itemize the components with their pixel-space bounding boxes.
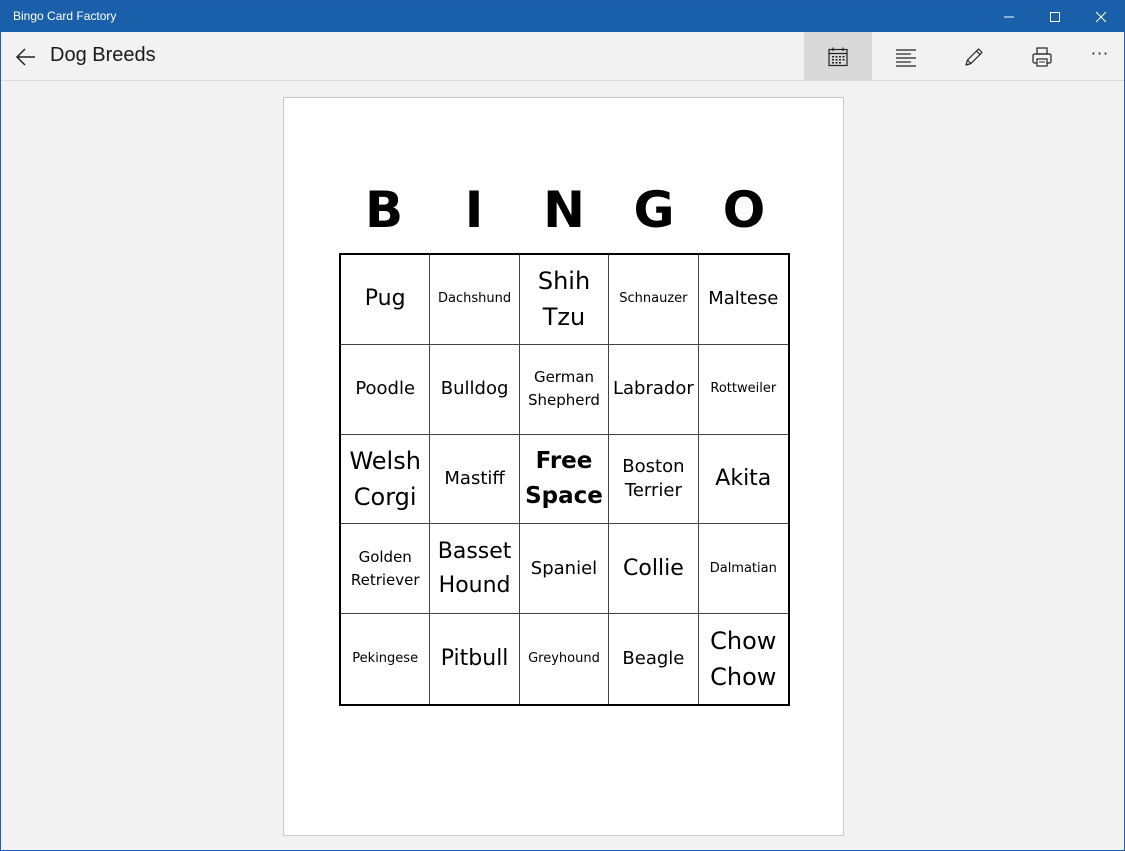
calendar-view-button[interactable] — [804, 32, 872, 81]
pencil-icon — [963, 46, 985, 68]
bingo-letter-o: O — [722, 181, 766, 239]
bingo-cell[interactable]: Dachshund — [430, 255, 519, 345]
maximize-icon — [1049, 11, 1061, 23]
bingo-cell[interactable]: German Shepherd — [520, 345, 609, 435]
bingo-card-page — [283, 97, 844, 836]
bingo-cell[interactable]: Pug — [341, 255, 430, 345]
bingo-letter-b: B — [364, 181, 404, 239]
bingo-cell[interactable]: Collie — [609, 524, 698, 614]
maximize-button[interactable] — [1032, 1, 1078, 32]
back-arrow-icon — [15, 46, 37, 68]
more-icon: ··· — [1090, 44, 1110, 63]
bingo-cell[interactable]: Shih Tzu — [520, 255, 609, 345]
minimize-icon — [1003, 11, 1015, 23]
bingo-cell[interactable]: Golden Retriever — [341, 524, 430, 614]
bingo-cell[interactable]: Beagle — [609, 614, 698, 704]
bingo-cell[interactable]: Poodle — [341, 345, 430, 435]
edit-button[interactable] — [940, 32, 1008, 81]
free-space-cell[interactable]: Free Space — [520, 435, 609, 525]
bingo-cell[interactable]: Bulldog — [430, 345, 519, 435]
align-left-icon — [895, 46, 917, 68]
bingo-cell[interactable]: Welsh Corgi — [341, 435, 430, 525]
bingo-cell[interactable]: Spaniel — [520, 524, 609, 614]
more-options-button[interactable] — [1076, 32, 1124, 81]
bingo-letter-i: I — [464, 181, 484, 239]
bingo-cell[interactable]: Mastiff — [430, 435, 519, 525]
bingo-cell[interactable]: Basset Hound — [430, 524, 519, 614]
bingo-cell[interactable]: Rottweiler — [699, 345, 788, 435]
bingo-header — [339, 180, 789, 240]
bingo-cell[interactable]: Boston Terrier — [609, 435, 698, 525]
bingo-cell[interactable]: Pitbull — [430, 614, 519, 704]
text-layout-button[interactable] — [872, 32, 940, 81]
bingo-letter-n: N — [543, 181, 585, 239]
calendar-icon — [827, 46, 849, 68]
bingo-cell[interactable]: Pekingese — [341, 614, 430, 704]
bingo-cell[interactable]: Dalmatian — [699, 524, 788, 614]
bingo-cell[interactable]: Greyhound — [520, 614, 609, 704]
bingo-cell[interactable]: Schnauzer — [609, 255, 698, 345]
minimize-button[interactable] — [986, 1, 1032, 32]
bingo-letter-g: G — [633, 181, 675, 239]
bingo-cell[interactable]: Labrador — [609, 345, 698, 435]
printer-icon — [1031, 46, 1053, 68]
close-icon — [1095, 11, 1107, 23]
bingo-cell[interactable]: Chow Chow — [710, 627, 777, 692]
page-title: Dog Breeds — [50, 44, 156, 66]
back-button[interactable] — [7, 38, 45, 76]
bingo-cell[interactable]: Maltese — [699, 255, 788, 345]
command-bar — [1, 32, 1124, 81]
print-button[interactable] — [1008, 32, 1076, 81]
bingo-grid — [339, 253, 790, 706]
title-bar[interactable] — [1, 1, 1124, 32]
close-button[interactable] — [1078, 1, 1124, 32]
bingo-cell[interactable]: Akita — [699, 435, 788, 525]
app-title: Bingo Card Factory — [13, 9, 117, 23]
